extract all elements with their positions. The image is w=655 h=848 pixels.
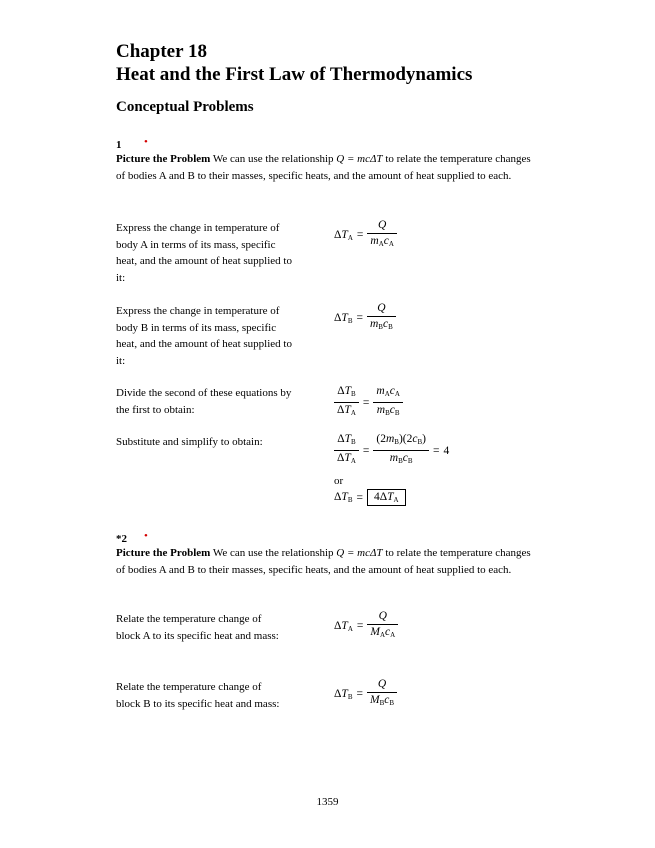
result-multiplier: 4 xyxy=(373,491,380,503)
intro-text-a-2: We can use the relationship xyxy=(210,547,337,559)
problem-1-difficulty-dot: • xyxy=(144,136,148,148)
intro-text-b-2: to relate the temperature changes of bodies A and B to their masses, specific heats, and the amount of heat supplied to each. xyxy=(116,547,531,576)
boxed-result: $4\Delta T_A$ xyxy=(367,489,406,506)
problem-1-number: 1 xyxy=(116,139,122,151)
problem-1-intro xyxy=(116,151,536,184)
equation-block-b: $\Delta T_B$ = $\frac{Q}{M_Bc_B}$ xyxy=(334,677,397,711)
intro-text-b: to relate the temperature changes of bodies A and B to their masses, specific heats, and the amount of heat supplied to each. xyxy=(116,153,531,182)
problem-1-step-2: Express the change in temperature of body B in terms of its mass, specific heat, and the amount of heat supplied to it: xyxy=(116,305,292,367)
problem-2-difficulty-dot: • xyxy=(144,530,148,542)
chapter-title: Heat and the First Law of Thermodynamics xyxy=(116,64,473,85)
equation-final-result: $\Delta T_B$ = $4\Delta T_A$ xyxy=(334,489,406,506)
picture-the-problem-label-2: Picture the Problem xyxy=(116,547,211,559)
relation-formula: Q = mcΔT xyxy=(336,153,383,165)
picture-the-problem-label: Picture the Problem xyxy=(116,153,211,165)
equation-substituted: $\frac{\Delta T_B}{\Delta T_A}$ = $\frac{(2m_B)(2c_B)}{m_Bc_B}$ = 4 xyxy=(334,432,449,469)
problem-1-step-1: Express the change in temperature of body A in terms of its mass, specific heat, and the amount of heat supplied to it: xyxy=(116,222,292,284)
problem-2-step-1: Relate the temperature change of block A to its specific heat and mass: xyxy=(116,613,279,642)
equation-ratio: $\frac{\Delta T_B}{\Delta T_A}$ = $\frac{m_Ac_A}{m_Bc_B}$ xyxy=(334,384,403,421)
intro-text-a: We can use the relationship xyxy=(210,153,337,165)
relation-formula-2: Q = mcΔT xyxy=(336,547,383,559)
or-label: or xyxy=(334,475,344,487)
problem-2-intro xyxy=(116,545,536,578)
problem-1-step-4: Substitute and simplify to obtain: xyxy=(116,436,263,448)
problem-2-number: *2 xyxy=(116,533,127,545)
chapter-heading xyxy=(116,40,472,86)
equation-block-a: $\Delta T_A$ = $\frac{Q}{M_Ac_A}$ xyxy=(334,609,398,643)
equation-delta-ta: $\Delta T_A$ = $\frac{Q}{m_Ac_A}$ xyxy=(334,218,397,252)
chapter-number: Chapter 18 xyxy=(116,41,207,62)
simplified-value: 4 xyxy=(443,444,450,457)
equation-delta-tb: $\Delta T_B$ = $\frac{Q}{m_Bc_B}$ xyxy=(334,301,396,335)
section-title: Conceptual Problems xyxy=(116,99,254,115)
page-number: 1359 xyxy=(316,796,339,808)
problem-2-step-2: Relate the temperature change of block B to its specific heat and mass: xyxy=(116,681,280,710)
problem-1-step-3: Divide the second of these equations by the first to obtain: xyxy=(116,387,292,416)
